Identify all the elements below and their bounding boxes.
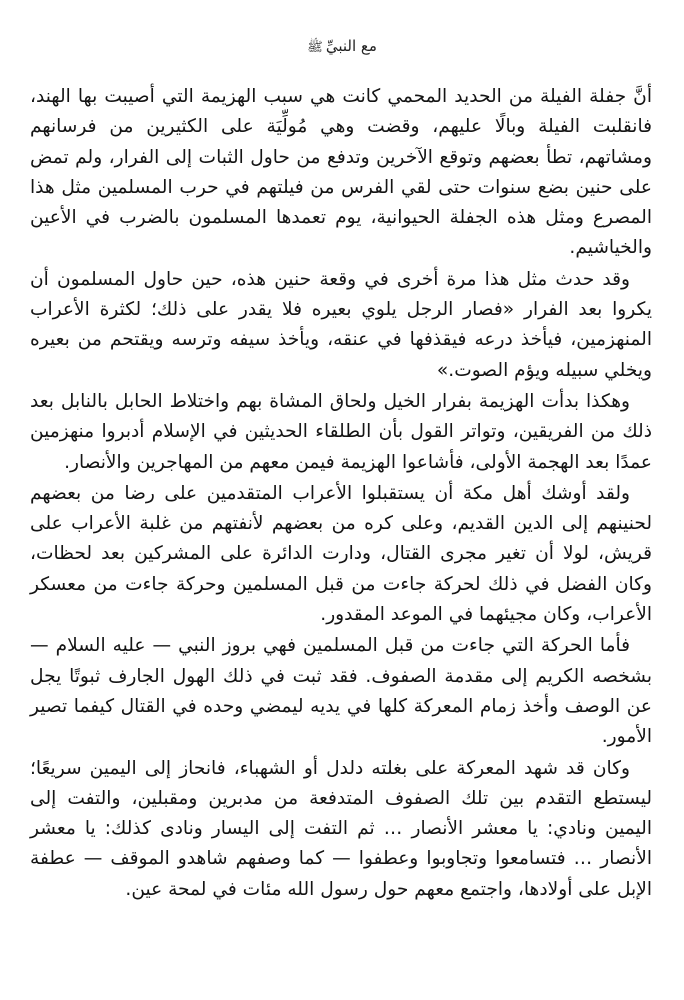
paragraph-2: وقد حدث مثل هذا مرة أخرى في وقعة حنين هذه، حين حاول المسلمون أن يكروا بعد الفرار «فصار الرجل يلوي بعيره فلا يقدر على ذلك؛ لكثرة الأعراب المنهزمين، فيأخذ درعه فيقذفها في عنقه، ويأخذ سيفه وترسه ويقتحم من بعيره ويخلي سبيله ويؤم الصوت.» bbox=[30, 268, 652, 381]
paragraph-4: ولقد أوشك أهل مكة أن يستقبلوا الأعراب المتقدمين على رضا من بعضهم لحنينهم إلى الدين القديم، وعلى كره من بعضهم لأنفتهم من غلبة الأعراب على قريش، لولا أن تغير مجرى القتال، ودارت الدائرة على المشركين بعد لحظات، وكان الفضل في ذلك لحركة جاءت من قبل المسلمين وحركة جاءت من معسكر الأعراب، وكان مجيئهما في الموعد المقدور. bbox=[30, 482, 652, 626]
body-text bbox=[30, 82, 652, 906]
paragraph-3: وهكذا بدأت الهزيمة بفرار الخيل ولحاق المشاة بهم واختلاط الحابل بالنابل بعد ذلك من الفريقين، وتواتر القول بأن الطلقاء الحديثين في الإسلام أدبروا منهزمين عمدًا بعد الهجمة الأولى، فأشاعوا الهزيمة فيمن معهم من المهاجرين والأنصار. bbox=[30, 390, 652, 473]
running-head bbox=[0, 36, 684, 58]
paragraph-6: وكان قد شهد المعركة على بغلته دلدل أو الشهباء، فانحاز إلى اليمين سريعًا؛ ليستطع التقدم بين تلك الصفوف المتدفعة من مدبرين ومقبلين، والتفت إلى اليمين ونادي: يا معشر الأنصار … ثم التفت إلى اليسار ونادى كذلك: يا معشر الأنصار … فتسامعوا وتجاوبوا وعطفوا — كما وصفهم شاهدو الموقف — عطفة الإبل على أولادها، واجتمع معهم حول رسول الله مئات في لمحة عين. bbox=[30, 757, 652, 900]
honorific-glyph: ﷺ bbox=[307, 40, 323, 55]
paragraph-1: أنَّ جفلة الفيلة من الحديد المحمي كانت هي سبب الهزيمة التي أصيبت بها الهند، فانقلبت الفيلة وبالًا عليهم، وقضت وهي مُولِّيَة على الكثيرين من فرسانهم ومشاتهم، تطأ بعضهم وتوقع الآخرين وتدفع من حاول الثبات إلى الفرار، ولم تمض على حنين بضع سنوات حتى لقي الفرس من فيلتهم في حرب المسلمين مثل هذا المصرع ومثل هذه الجفلة الحيوانية، يوم تعمدها المسلمون بالضرب في الأعين والخياشيم. bbox=[30, 86, 652, 259]
paragraph-5: فأما الحركة التي جاءت من قبل المسلمين فهي بروز النبي — عليه السلام — بشخصه الكريم إلى مقدمة الصفوف. فقد ثبت في ذلك الهول الجارف ثبوتًا يجل عن الوصف وأخذ زمام المعركة كلها في يديه ليمضي وحده في القتال كيفما تصير الأمور. bbox=[30, 635, 652, 748]
running-head-title: مع النبيِّ bbox=[325, 37, 377, 55]
